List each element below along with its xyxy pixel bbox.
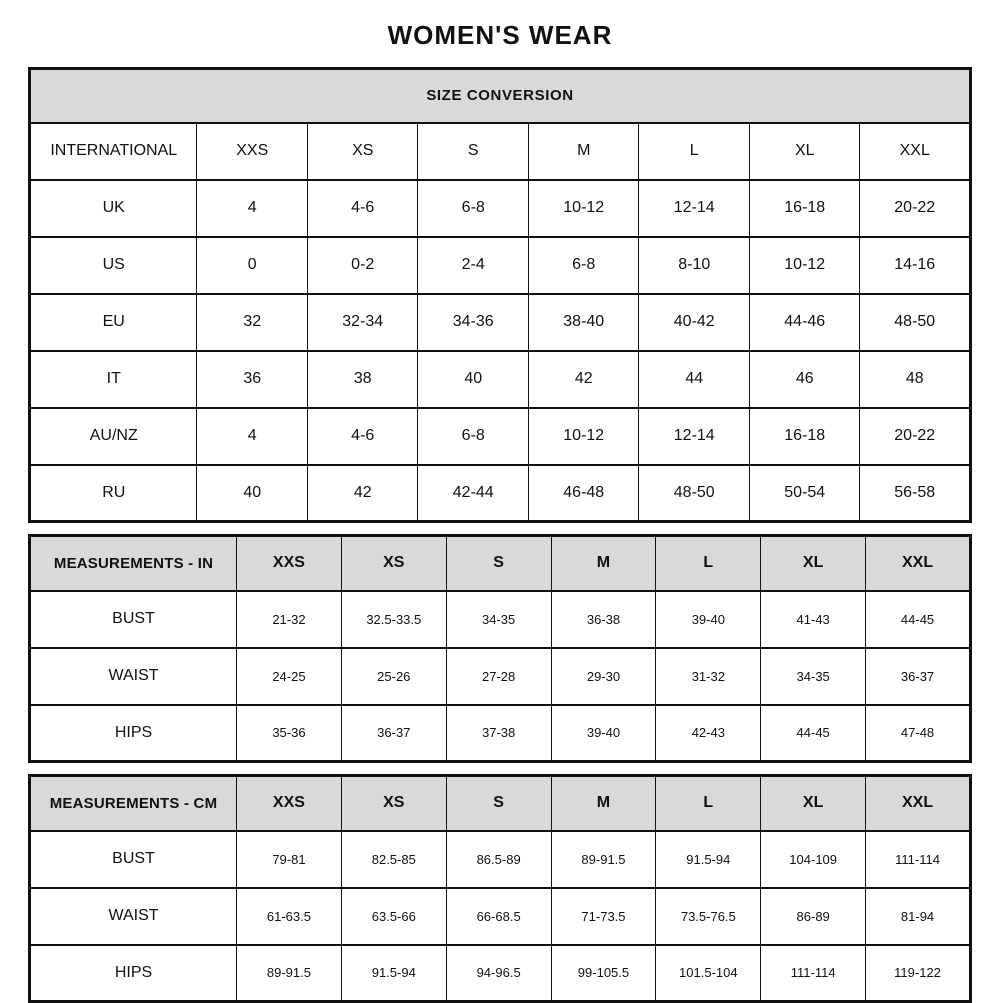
table-cell: 48-50 [860, 294, 971, 351]
table-cell: 12-14 [639, 408, 750, 465]
column-header-xxs: XXS [197, 123, 308, 180]
table-cell: 46 [749, 351, 860, 408]
table-cell: 42-44 [418, 465, 529, 522]
table-cell: 63.5-66 [341, 888, 446, 945]
table-cell: 8-10 [639, 237, 750, 294]
column-header-xs: XS [307, 123, 418, 180]
table-cell: 0-2 [307, 237, 418, 294]
table-cell: 79-81 [237, 831, 342, 888]
table-cell: 91.5-94 [341, 945, 446, 1002]
table-cell: 32-34 [307, 294, 418, 351]
table-cell: 4-6 [307, 408, 418, 465]
row-label: RU [30, 465, 197, 522]
table-cell: 40-42 [639, 294, 750, 351]
table-cell: 101.5-104 [656, 945, 761, 1002]
table-cell: 34-35 [446, 591, 551, 648]
table-cell: 12-14 [639, 180, 750, 237]
table-cell: 2-4 [418, 237, 529, 294]
table-cell: 82.5-85 [341, 831, 446, 888]
table-cell: 35-36 [237, 705, 342, 762]
table-cell: 4 [197, 180, 308, 237]
row-label: EU [30, 294, 197, 351]
table-cell: 6-8 [528, 237, 639, 294]
column-header-xxl: XXL [866, 776, 971, 831]
row-label: WAIST [30, 648, 237, 705]
column-header-l: L [639, 123, 750, 180]
table-cell: 48-50 [639, 465, 750, 522]
table-cell: 24-25 [237, 648, 342, 705]
row-label: HIPS [30, 945, 237, 1002]
table-row-waist-in [30, 648, 971, 705]
size-conversion-title: SIZE CONVERSION [30, 69, 971, 123]
table-cell: 40 [197, 465, 308, 522]
column-header-s: S [418, 123, 529, 180]
column-header-xxs: XXS [237, 536, 342, 591]
table-cell: 31-32 [656, 648, 761, 705]
table-cell: 40 [418, 351, 529, 408]
column-header-xs: XS [341, 536, 446, 591]
column-header-xl: XL [761, 776, 866, 831]
column-header-l: L [656, 776, 761, 831]
table-cell: 44-45 [866, 591, 971, 648]
row-label: AU/NZ [30, 408, 197, 465]
column-header-international: INTERNATIONAL [30, 123, 197, 180]
measurements-cm-table [28, 774, 972, 1003]
table-cell: 44-46 [749, 294, 860, 351]
row-label: US [30, 237, 197, 294]
size-conversion-table [28, 67, 972, 523]
row-label: BUST [30, 591, 237, 648]
table-row-bust-in [30, 591, 971, 648]
column-header-measurements-in: MEASUREMENTS - IN [30, 536, 237, 591]
table-cell: 34-36 [418, 294, 529, 351]
table-cell: 111-114 [866, 831, 971, 888]
column-header-s: S [446, 776, 551, 831]
column-header-xxs: XXS [237, 776, 342, 831]
table-row-eu [30, 294, 971, 351]
table-cell: 36-37 [341, 705, 446, 762]
table-cell: 73.5-76.5 [656, 888, 761, 945]
row-label: BUST [30, 831, 237, 888]
table-cell: 25-26 [341, 648, 446, 705]
table-cell: 41-43 [761, 591, 866, 648]
table-row-bust-cm [30, 831, 971, 888]
table-cell: 42 [528, 351, 639, 408]
column-header-measurements-cm: MEASUREMENTS - CM [30, 776, 237, 831]
table-cell: 38 [307, 351, 418, 408]
page-title: WOMEN'S WEAR [387, 20, 613, 50]
table-cell: 36-38 [551, 591, 656, 648]
table-row-waist-cm [30, 888, 971, 945]
table-row-aunz [30, 408, 971, 465]
table-cell: 34-35 [761, 648, 866, 705]
table-cell: 42 [307, 465, 418, 522]
measurements-in-header-row [30, 536, 971, 591]
table-cell: 6-8 [418, 408, 529, 465]
table-cell: 39-40 [656, 591, 761, 648]
table-cell: 38-40 [528, 294, 639, 351]
table-cell: 20-22 [860, 180, 971, 237]
table-cell: 21-32 [237, 591, 342, 648]
table-cell: 56-58 [860, 465, 971, 522]
table-cell: 81-94 [866, 888, 971, 945]
table-cell: 27-28 [446, 648, 551, 705]
table-cell: 20-22 [860, 408, 971, 465]
table-cell: 48 [860, 351, 971, 408]
table-cell: 29-30 [551, 648, 656, 705]
row-label: WAIST [30, 888, 237, 945]
table-row-it [30, 351, 971, 408]
table-cell: 99-105.5 [551, 945, 656, 1002]
measurements-cm-header-row [30, 776, 971, 831]
table-cell: 91.5-94 [656, 831, 761, 888]
table-cell: 46-48 [528, 465, 639, 522]
table-row-us [30, 237, 971, 294]
table-cell: 14-16 [860, 237, 971, 294]
column-header-xxl: XXL [860, 123, 971, 180]
table-cell: 36 [197, 351, 308, 408]
column-header-xs: XS [341, 776, 446, 831]
row-label: IT [30, 351, 197, 408]
table-cell: 37-38 [446, 705, 551, 762]
table-row-hips-in [30, 705, 971, 762]
row-label: HIPS [30, 705, 237, 762]
table-cell: 44-45 [761, 705, 866, 762]
table-cell: 10-12 [749, 237, 860, 294]
table-cell: 10-12 [528, 180, 639, 237]
table-cell: 32.5-33.5 [341, 591, 446, 648]
column-header-m: M [528, 123, 639, 180]
table-cell: 44 [639, 351, 750, 408]
table-cell: 50-54 [749, 465, 860, 522]
table-cell: 104-109 [761, 831, 866, 888]
size-conversion-header-row [30, 123, 971, 180]
column-header-s: S [446, 536, 551, 591]
row-label: UK [30, 180, 197, 237]
table-cell: 16-18 [749, 180, 860, 237]
table-cell: 119-122 [866, 945, 971, 1002]
table-cell: 0 [197, 237, 308, 294]
table-row-uk [30, 180, 971, 237]
table-cell: 36-37 [866, 648, 971, 705]
table-cell: 89-91.5 [237, 945, 342, 1002]
table-row-hips-cm [30, 945, 971, 1002]
table-cell: 47-48 [866, 705, 971, 762]
table-cell: 4 [197, 408, 308, 465]
column-header-m: M [551, 776, 656, 831]
table-cell: 4-6 [307, 180, 418, 237]
table-cell: 94-96.5 [446, 945, 551, 1002]
table-cell: 16-18 [749, 408, 860, 465]
table-cell: 42-43 [656, 705, 761, 762]
table-cell: 6-8 [418, 180, 529, 237]
table-cell: 39-40 [551, 705, 656, 762]
measurements-in-table [28, 534, 972, 763]
table-cell: 61-63.5 [237, 888, 342, 945]
table-cell: 71-73.5 [551, 888, 656, 945]
table-cell: 86.5-89 [446, 831, 551, 888]
column-header-xxl: XXL [866, 536, 971, 591]
column-header-xl: XL [749, 123, 860, 180]
column-header-xl: XL [761, 536, 866, 591]
table-cell: 66-68.5 [446, 888, 551, 945]
table-row-ru [30, 465, 971, 522]
column-header-m: M [551, 536, 656, 591]
column-header-l: L [656, 536, 761, 591]
table-cell: 111-114 [761, 945, 866, 1002]
table-title-row [30, 69, 971, 123]
table-cell: 89-91.5 [551, 831, 656, 888]
table-cell: 86-89 [761, 888, 866, 945]
table-cell: 32 [197, 294, 308, 351]
table-cell: 10-12 [528, 408, 639, 465]
